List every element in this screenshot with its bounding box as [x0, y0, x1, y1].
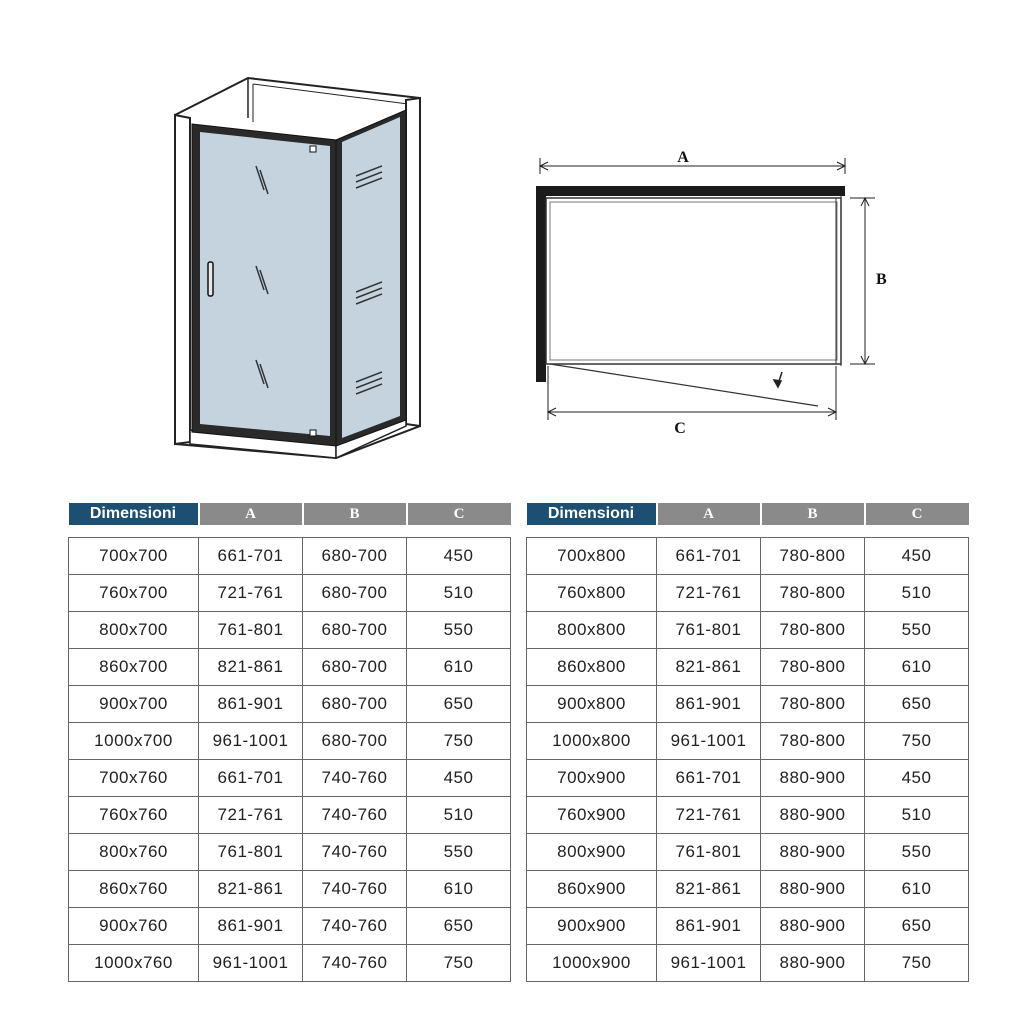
table-row — [527, 538, 969, 575]
table-row — [69, 871, 511, 908]
header-b: B — [303, 503, 407, 525]
cell-c: 650 — [407, 686, 511, 723]
header-b: B — [761, 503, 865, 525]
header-c: C — [865, 503, 969, 525]
table-header-row — [69, 503, 511, 525]
cell-dimensioni: 800x800 — [527, 612, 657, 649]
cell-dimensioni: 860x700 — [69, 649, 199, 686]
dimension-b-label: B — [876, 271, 887, 288]
dimension-a-line — [540, 158, 845, 174]
table-row — [69, 834, 511, 871]
table-row — [527, 612, 969, 649]
cell-dimensioni: 800x900 — [527, 834, 657, 871]
cell-dimensioni: 760x900 — [527, 797, 657, 834]
table-spacer — [527, 525, 969, 538]
door-handle — [208, 262, 213, 296]
cell-b: 740-760 — [303, 871, 407, 908]
table-spacer — [69, 525, 511, 538]
cell-b: 680-700 — [303, 575, 407, 612]
table-row — [527, 575, 969, 612]
size-table-right-body — [527, 525, 969, 982]
table-row — [69, 797, 511, 834]
cell-dimensioni: 700x900 — [527, 760, 657, 797]
cell-b: 780-800 — [761, 575, 865, 612]
left-wall-edge — [175, 115, 190, 444]
cell-dimensioni: 860x900 — [527, 871, 657, 908]
cell-c: 510 — [407, 797, 511, 834]
table-row — [69, 945, 511, 982]
table-row — [69, 908, 511, 945]
cell-a: 661-701 — [657, 538, 761, 575]
cell-b: 880-900 — [761, 871, 865, 908]
cell-c: 450 — [865, 760, 969, 797]
cell-a: 961-1001 — [199, 945, 303, 982]
cell-b: 740-760 — [303, 834, 407, 871]
cell-a: 821-861 — [657, 649, 761, 686]
cell-a: 721-761 — [657, 797, 761, 834]
cell-a: 861-901 — [657, 686, 761, 723]
cell-b: 780-800 — [761, 649, 865, 686]
cell-a: 961-1001 — [657, 945, 761, 982]
swing-arrow-icon — [774, 372, 782, 387]
cell-c: 550 — [865, 612, 969, 649]
table-row — [527, 649, 969, 686]
table-row — [69, 649, 511, 686]
cell-c: 750 — [865, 723, 969, 760]
cell-b: 680-700 — [303, 612, 407, 649]
cell-c: 450 — [865, 538, 969, 575]
cell-b: 780-800 — [761, 686, 865, 723]
cell-a: 721-761 — [199, 575, 303, 612]
cell-b: 880-900 — [761, 945, 865, 982]
shower-enclosure-illustration — [160, 70, 440, 470]
cell-dimensioni: 860x800 — [527, 649, 657, 686]
cell-dimensioni: 900x760 — [69, 908, 199, 945]
dimension-plan-diagram — [520, 140, 900, 440]
header-dimensioni: Dimensioni — [69, 503, 199, 525]
cell-a: 761-801 — [657, 834, 761, 871]
cell-b: 880-900 — [761, 760, 865, 797]
cell-c: 510 — [407, 575, 511, 612]
dimension-c-line — [548, 366, 836, 420]
cell-dimensioni: 760x800 — [527, 575, 657, 612]
cell-c: 650 — [865, 686, 969, 723]
side-panel-glass — [342, 117, 400, 438]
cell-c: 610 — [865, 871, 969, 908]
cell-c: 750 — [407, 945, 511, 982]
cell-a: 861-901 — [657, 908, 761, 945]
cell-a: 661-701 — [199, 760, 303, 797]
cell-a: 761-801 — [657, 612, 761, 649]
cell-b: 880-900 — [761, 908, 865, 945]
cell-dimensioni: 900x800 — [527, 686, 657, 723]
dimension-c-label: C — [674, 420, 686, 437]
table-row — [527, 760, 969, 797]
table-row — [69, 723, 511, 760]
table-row — [527, 686, 969, 723]
cell-dimensioni: 900x900 — [527, 908, 657, 945]
table-row — [69, 575, 511, 612]
table-row — [69, 538, 511, 575]
cell-c: 510 — [865, 797, 969, 834]
cell-dimensioni: 900x700 — [69, 686, 199, 723]
cell-a: 721-761 — [657, 575, 761, 612]
size-table-left-body — [69, 525, 511, 982]
cell-a: 721-761 — [199, 797, 303, 834]
cell-b: 740-760 — [303, 908, 407, 945]
size-table-left — [68, 503, 511, 982]
cell-dimensioni: 760x700 — [69, 575, 199, 612]
cell-a: 821-861 — [199, 871, 303, 908]
cell-dimensioni: 1000x800 — [527, 723, 657, 760]
cell-a: 661-701 — [199, 538, 303, 575]
cell-dimensioni: 760x760 — [69, 797, 199, 834]
table-header-row — [527, 503, 969, 525]
table-row — [527, 908, 969, 945]
cell-b: 780-800 — [761, 612, 865, 649]
dimension-a-label: A — [677, 149, 689, 166]
cell-a: 821-861 — [657, 871, 761, 908]
cell-a: 761-801 — [199, 834, 303, 871]
right-wall-post — [406, 98, 420, 426]
cell-dimensioni: 700x700 — [69, 538, 199, 575]
wall-left — [536, 186, 546, 382]
cell-b: 740-760 — [303, 760, 407, 797]
cell-c: 550 — [407, 834, 511, 871]
cell-b: 740-760 — [303, 945, 407, 982]
table-row — [527, 834, 969, 871]
wall-top — [536, 186, 845, 196]
cell-dimensioni: 800x700 — [69, 612, 199, 649]
cell-c: 650 — [407, 908, 511, 945]
table-row — [69, 612, 511, 649]
cell-b: 740-760 — [303, 797, 407, 834]
cell-b: 880-900 — [761, 797, 865, 834]
cell-dimensioni: 860x760 — [69, 871, 199, 908]
header-a: A — [657, 503, 761, 525]
cell-c: 610 — [407, 649, 511, 686]
cell-c: 650 — [865, 908, 969, 945]
cell-b: 780-800 — [761, 723, 865, 760]
cell-a: 961-1001 — [199, 723, 303, 760]
cell-c: 750 — [407, 723, 511, 760]
cell-dimensioni: 1000x760 — [69, 945, 199, 982]
dimension-b-line — [850, 198, 875, 364]
header-a: A — [199, 503, 303, 525]
cell-c: 510 — [865, 575, 969, 612]
cell-dimensioni: 800x760 — [69, 834, 199, 871]
table-row — [527, 723, 969, 760]
header-c: C — [407, 503, 511, 525]
size-table-right — [526, 503, 969, 982]
cell-b: 880-900 — [761, 834, 865, 871]
cell-b: 680-700 — [303, 538, 407, 575]
cell-c: 550 — [865, 834, 969, 871]
cell-b: 680-700 — [303, 686, 407, 723]
table-row — [69, 686, 511, 723]
cell-c: 450 — [407, 538, 511, 575]
table-spacer-cell — [527, 525, 969, 538]
enclosure-outline — [546, 198, 841, 364]
cell-b: 680-700 — [303, 649, 407, 686]
cell-dimensioni: 700x760 — [69, 760, 199, 797]
cell-c: 450 — [407, 760, 511, 797]
cell-dimensioni: 1000x900 — [527, 945, 657, 982]
cell-b: 680-700 — [303, 723, 407, 760]
cell-a: 821-861 — [199, 649, 303, 686]
cell-c: 610 — [865, 649, 969, 686]
cell-a: 861-901 — [199, 908, 303, 945]
table-spacer-cell — [69, 525, 511, 538]
table-row — [69, 760, 511, 797]
table-row — [527, 797, 969, 834]
cell-a: 661-701 — [657, 760, 761, 797]
header-dimensioni: Dimensioni — [527, 503, 657, 525]
cell-a: 961-1001 — [657, 723, 761, 760]
cell-c: 550 — [407, 612, 511, 649]
table-row — [527, 945, 969, 982]
cell-a: 861-901 — [199, 686, 303, 723]
cell-c: 610 — [407, 871, 511, 908]
cell-dimensioni: 1000x700 — [69, 723, 199, 760]
cell-dimensioni: 700x800 — [527, 538, 657, 575]
table-row — [527, 871, 969, 908]
cell-b: 780-800 — [761, 538, 865, 575]
cell-a: 761-801 — [199, 612, 303, 649]
cell-c: 750 — [865, 945, 969, 982]
